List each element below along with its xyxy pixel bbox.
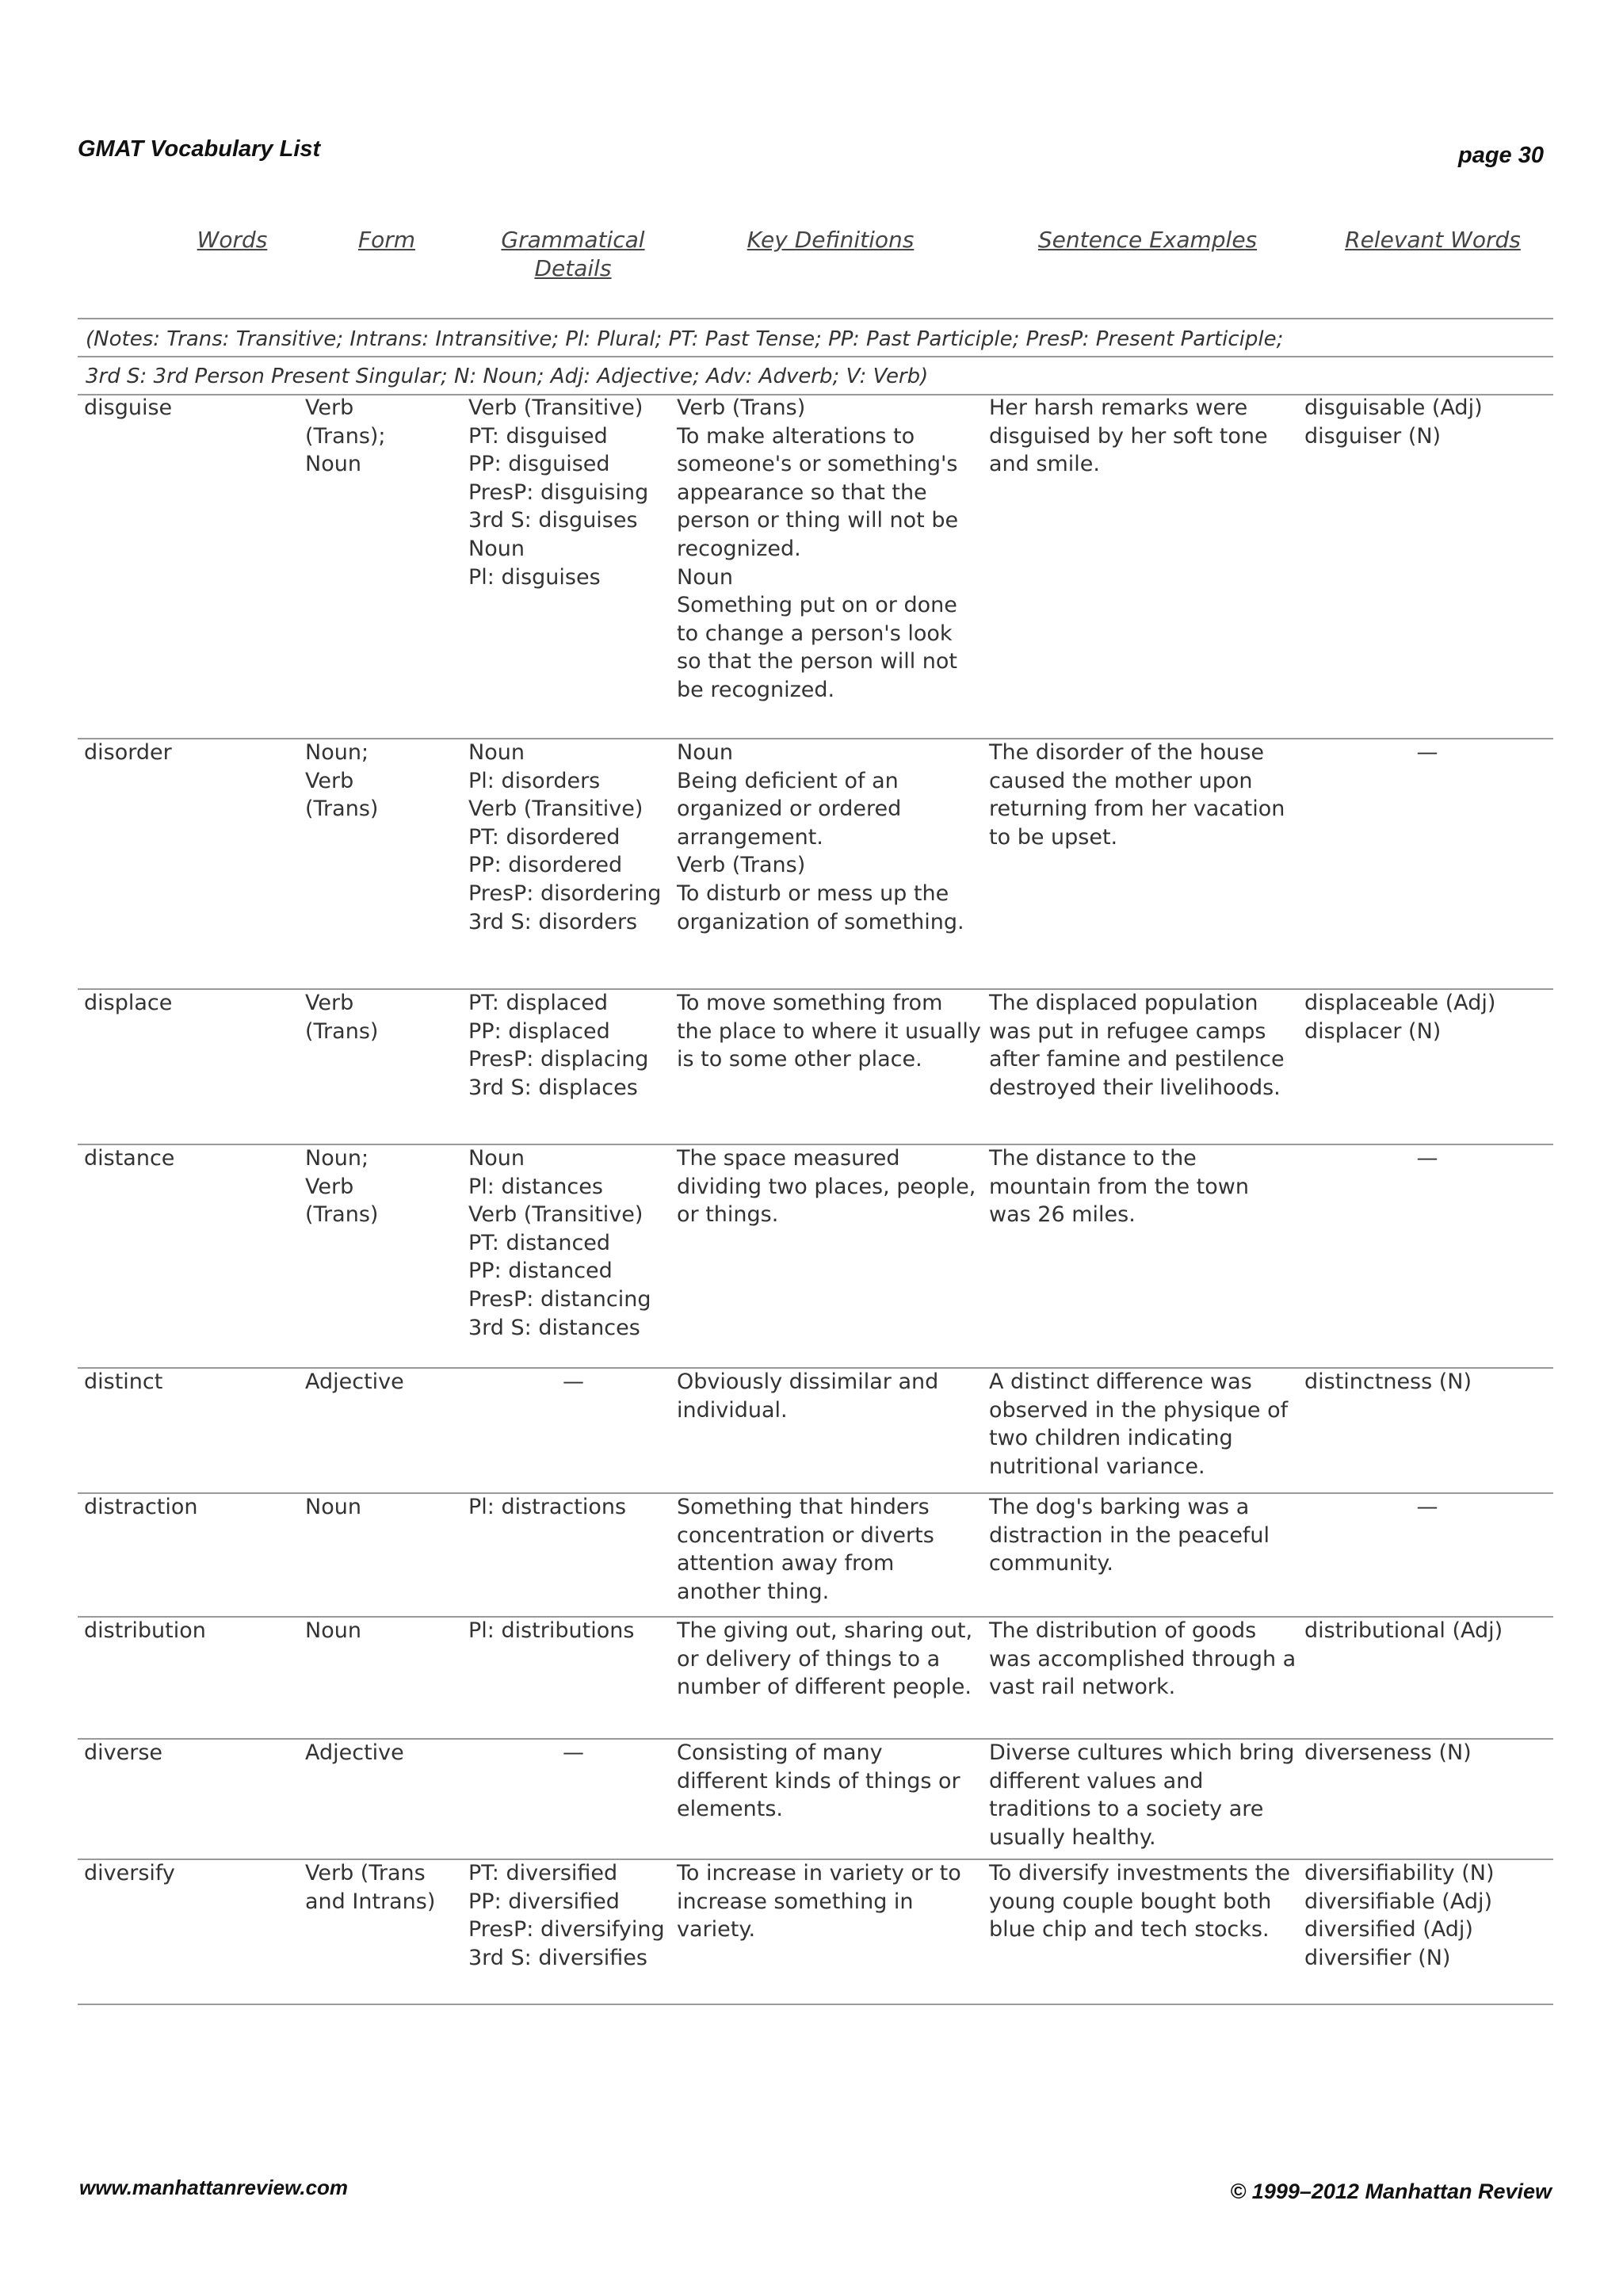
definition-cell: The space measured dividing two places, people, or things. [677,1146,976,1228]
definition-cell: Noun Being deficient of an organized or ordered arrangement. Verb (Trans) To disturb or mess up the organization of something. [677,740,964,934]
column-header-definitions: Key Definitions [747,227,915,253]
relevant-cell: diverseness (N) [1304,1740,1472,1765]
grammatical-cell: PT: displaced PP: displaced PresP: displacing 3rd S: displaces [468,991,649,1100]
relevant-cell: distributional (Adj) [1304,1618,1503,1643]
column-header-examples: Sentence Examples [1037,227,1258,253]
word-cell: diversify [84,1861,175,1885]
example-cell: The distribution of goods was accomplished through a vast rail network. [989,1618,1296,1700]
column-header-grammatical: Grammatical Details [501,227,645,281]
notes-line-2: 3rd S: 3rd Person Present Singular; N: Noun; Adj: Adjective; Adv: Adverb; V: Verb) [86,365,929,388]
word-cell: disorder [84,740,172,765]
example-cell: A distinct difference was observed in the physique of two children indicating nutritional variance. [989,1370,1289,1479]
relevant-cell: — [1416,740,1438,765]
relevant-cell: diversifiability (N) diversifiable (Adj) diversified (Adj) diversifier (N) [1304,1861,1495,1970]
relevant-cell: distinctness (N) [1304,1370,1472,1394]
page-number: page 30 [1458,143,1544,168]
definition-cell: Something that hinders concentration or diverts attention away from another thing. [677,1495,934,1604]
word-cell: disguise [84,395,173,420]
form-cell: Noun [305,1495,361,1519]
example-cell: Her harsh remarks were disguised by her soft tone and smile. [989,395,1268,477]
definition-cell: The giving out, sharing out, or delivery of things to a number of different people. [677,1618,973,1700]
definition-cell: Verb (Trans) To make alterations to someone's or something's appearance so that the person or thing will not be recognized. Noun Something put on or done to change a person's look so that the person will not be recognized. [677,395,959,702]
grammatical-cell: Pl: distributions [468,1618,635,1643]
column-header-words: Words [197,227,268,253]
column-header-row [78,226,1553,289]
form-cell: Noun [305,1618,361,1643]
grammatical-cell: — [563,1370,584,1394]
definition-cell: To increase in variety or to increase something in variety. [677,1861,961,1943]
example-cell: The disorder of the house caused the mother upon returning from her vacation to be upset. [989,740,1285,850]
grammatical-cell: PT: diversified PP: diversified PresP: diversifying 3rd S: diversifies [468,1861,665,1970]
footer-website: www.manhattanreview.com [79,2176,349,2199]
definition-cell: To move something from the place to where it usually is to some other place. [677,991,981,1072]
grammatical-cell: Pl: distractions [468,1495,627,1519]
example-cell: To diversify investments the young couple bought both blue chip and tech stocks. [989,1861,1290,1943]
relevant-cell: — [1416,1495,1438,1519]
form-cell: Adjective [305,1370,404,1394]
grammatical-cell: Noun Pl: distances Verb (Transitive) PT: distanced PP: distanced PresP: distancing 3rd S: distances [468,1146,651,1340]
word-cell: distinct [84,1370,163,1394]
divider [78,318,1553,319]
relevant-cell: disguisable (Adj) disguiser (N) [1304,395,1483,449]
definition-cell: Obviously dissimilar and individual. [677,1370,939,1423]
document-title: GMAT Vocabulary List [78,136,321,162]
definition-cell: Consisting of many different kinds of things or elements. [677,1740,960,1822]
notes-line-1: (Notes: Trans: Transitive; Intrans: Intransitive; Pl: Plural; PT: Past Tense; PP: Past Participle; PresP: Present Participle; [86,327,1284,351]
column-header-relevant: Relevant Words [1345,227,1521,253]
form-cell: Noun; Verb (Trans) [305,740,379,822]
word-cell: distance [84,1146,175,1171]
form-cell: Adjective [305,1740,404,1765]
form-cell: Noun; Verb (Trans) [305,1146,379,1228]
grammatical-cell: — [563,1740,584,1765]
word-cell: diverse [84,1740,163,1765]
divider [78,2004,1553,2005]
example-cell: Diverse cultures which bring different values and traditions to a society are usually healthy. [989,1740,1295,1850]
grammatical-cell: Noun Pl: disorders Verb (Transitive) PT: disordered PP: disordered PresP: disordering 3rd S: disorders [468,740,662,934]
relevant-cell: displaceable (Adj) displacer (N) [1304,991,1496,1044]
example-cell: The dog's barking was a distraction in the peaceful community. [989,1495,1270,1576]
grammatical-cell: Verb (Transitive) PT: disguised PP: disguised PresP: disguising 3rd S: disguises Noun Pl: disguises [468,395,649,590]
form-cell: Verb (Trans); Noun [305,395,386,477]
word-cell: distraction [84,1495,198,1519]
divider [78,356,1553,357]
form-cell: Verb (Trans) [305,991,379,1044]
word-cell: distribution [84,1618,206,1643]
column-header-form: Form [357,227,416,253]
relevant-cell: — [1416,1146,1438,1171]
footer-copyright: © 1999–2012 Manhattan Review [1230,2179,1552,2203]
word-cell: displace [84,991,173,1015]
example-cell: The distance to the mountain from the town was 26 miles. [989,1146,1249,1228]
form-cell: Verb (Trans and Intrans) [305,1861,436,1914]
example-cell: The displaced population was put in refugee camps after famine and pestilence destroyed their livelihoods. [989,991,1285,1100]
